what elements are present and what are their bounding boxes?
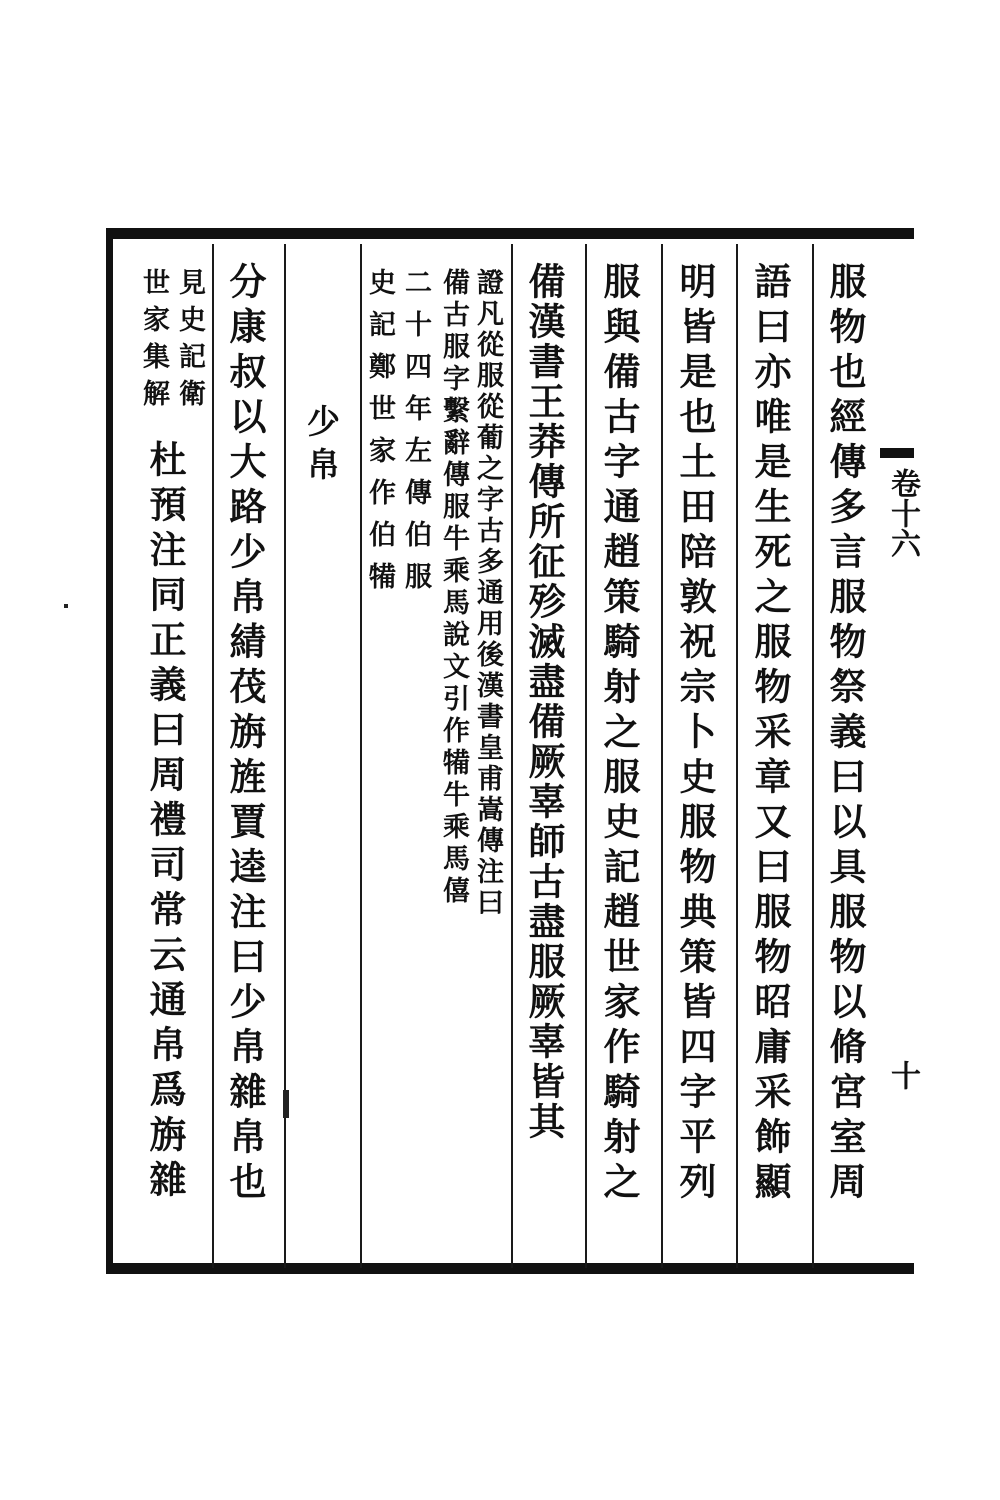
- annotation-column-5: 見史記衛: [174, 268, 205, 416]
- section-heading: 少帛: [302, 404, 341, 490]
- text-column-5: 備漢書王莽傳所征殄滅盡備厥辜師古盡服厥辜皆其: [522, 262, 566, 1142]
- column-rule: [736, 244, 738, 1268]
- annotation-column-1: 證凡從服從葡之字古多通用後漢書皇甫嵩傳注曰: [472, 268, 503, 919]
- text-column-2: 語曰亦唯是生死之服物采章又曰服物昭庸采飾顯: [748, 262, 792, 1207]
- annotation-column-3: 二十四年左傳伯服: [400, 268, 431, 604]
- annotation-column-2: 備古服字繫辭傳服牛乘馬說文引作犕牛乘馬僖: [438, 268, 469, 908]
- annotation-column-4: 史記鄭世家作伯犕: [364, 268, 395, 604]
- text-column-7: 杜預注同正義曰周禮司常云通帛爲旃雜: [143, 440, 187, 1205]
- fishtail-mark: [880, 448, 914, 458]
- fascicle-label: 卷十六: [885, 468, 920, 558]
- text-column-6: 分康叔以大路少帛綪茷旃旌賈逵注曰少帛雜帛也: [223, 262, 267, 1207]
- text-column-3: 明皆是也土田陪敦祝宗卜史服物典策皆四字平列: [673, 262, 717, 1207]
- ink-speck: [64, 604, 68, 608]
- text-column-4: 服與備古字通趙策騎射之服史記趙世家作騎射之: [597, 262, 641, 1207]
- text-column-1: 服物也經傳多言服物祭義曰以具服物以脩宮室周: [823, 262, 867, 1207]
- annotation-column-6: 世家集解: [138, 268, 169, 416]
- column-rule: [661, 244, 663, 1268]
- column-rule: [585, 244, 587, 1268]
- page-number: 十: [885, 1060, 920, 1090]
- column-rule: [511, 244, 513, 1268]
- column-rule: [812, 244, 814, 1268]
- ink-speck: [283, 1090, 289, 1118]
- column-rule: [360, 244, 362, 1268]
- column-rule: [212, 244, 214, 1268]
